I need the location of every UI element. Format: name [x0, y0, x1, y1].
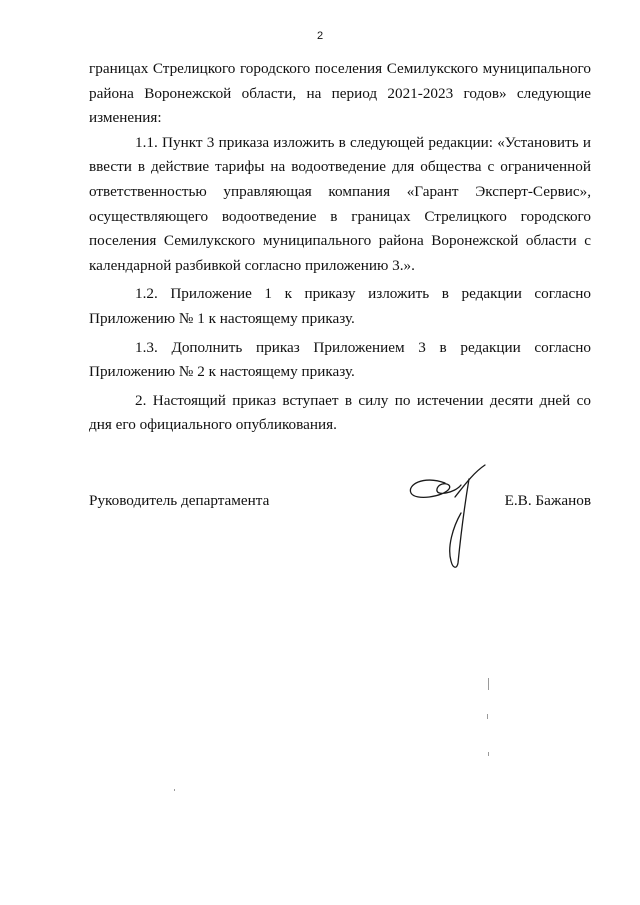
scan-artifact: [488, 752, 489, 756]
handwritten-signature: [403, 463, 493, 573]
paragraph-item-1-3: 1.3. Дополнить приказ Приложением 3 в редакции согласно Приложению № 2 к настоящему приказу.: [89, 338, 591, 381]
scan-artifact: [488, 678, 489, 690]
paragraph-item-2: 2. Настоящий приказ вступает в силу по истечении десяти дней со дня его официального опубликования.: [89, 391, 591, 434]
paragraph-item-1-2: 1.2. Приложение 1 к приказу изложить в редакции согласно Приложению № 1 к настоящему приказу.: [89, 285, 591, 327]
signatory-name: Е.В. Бажанов: [504, 492, 591, 509]
scan-artifact: [487, 714, 488, 719]
scan-artifact: [174, 789, 175, 791]
paragraph-continuation: границах Стрелицкого городского поселения Семилукского муниципального района Воронежской области, на период 2021-2023 годов» следующие изменения:: [89, 60, 591, 127]
signatory-role: Руководитель департамента: [89, 492, 270, 509]
signature-block: [89, 488, 591, 588]
paragraph-item-1-1: 1.1. Пункт 3 приказа изложить в следующей редакции: «Установить и ввести в действие тарифы на водоотведение для общества с ограниченной ответственностью управляющая компания «Гарант Эксперт-Сервис», осуществляющего водоотведение в границах Стрелицкого городского поселения Семилукского муниципального района Воронежской области с календарной разбивкой согласно приложению 3.».: [89, 133, 591, 274]
page-number: 2: [316, 30, 324, 42]
document-body: [89, 57, 591, 438]
